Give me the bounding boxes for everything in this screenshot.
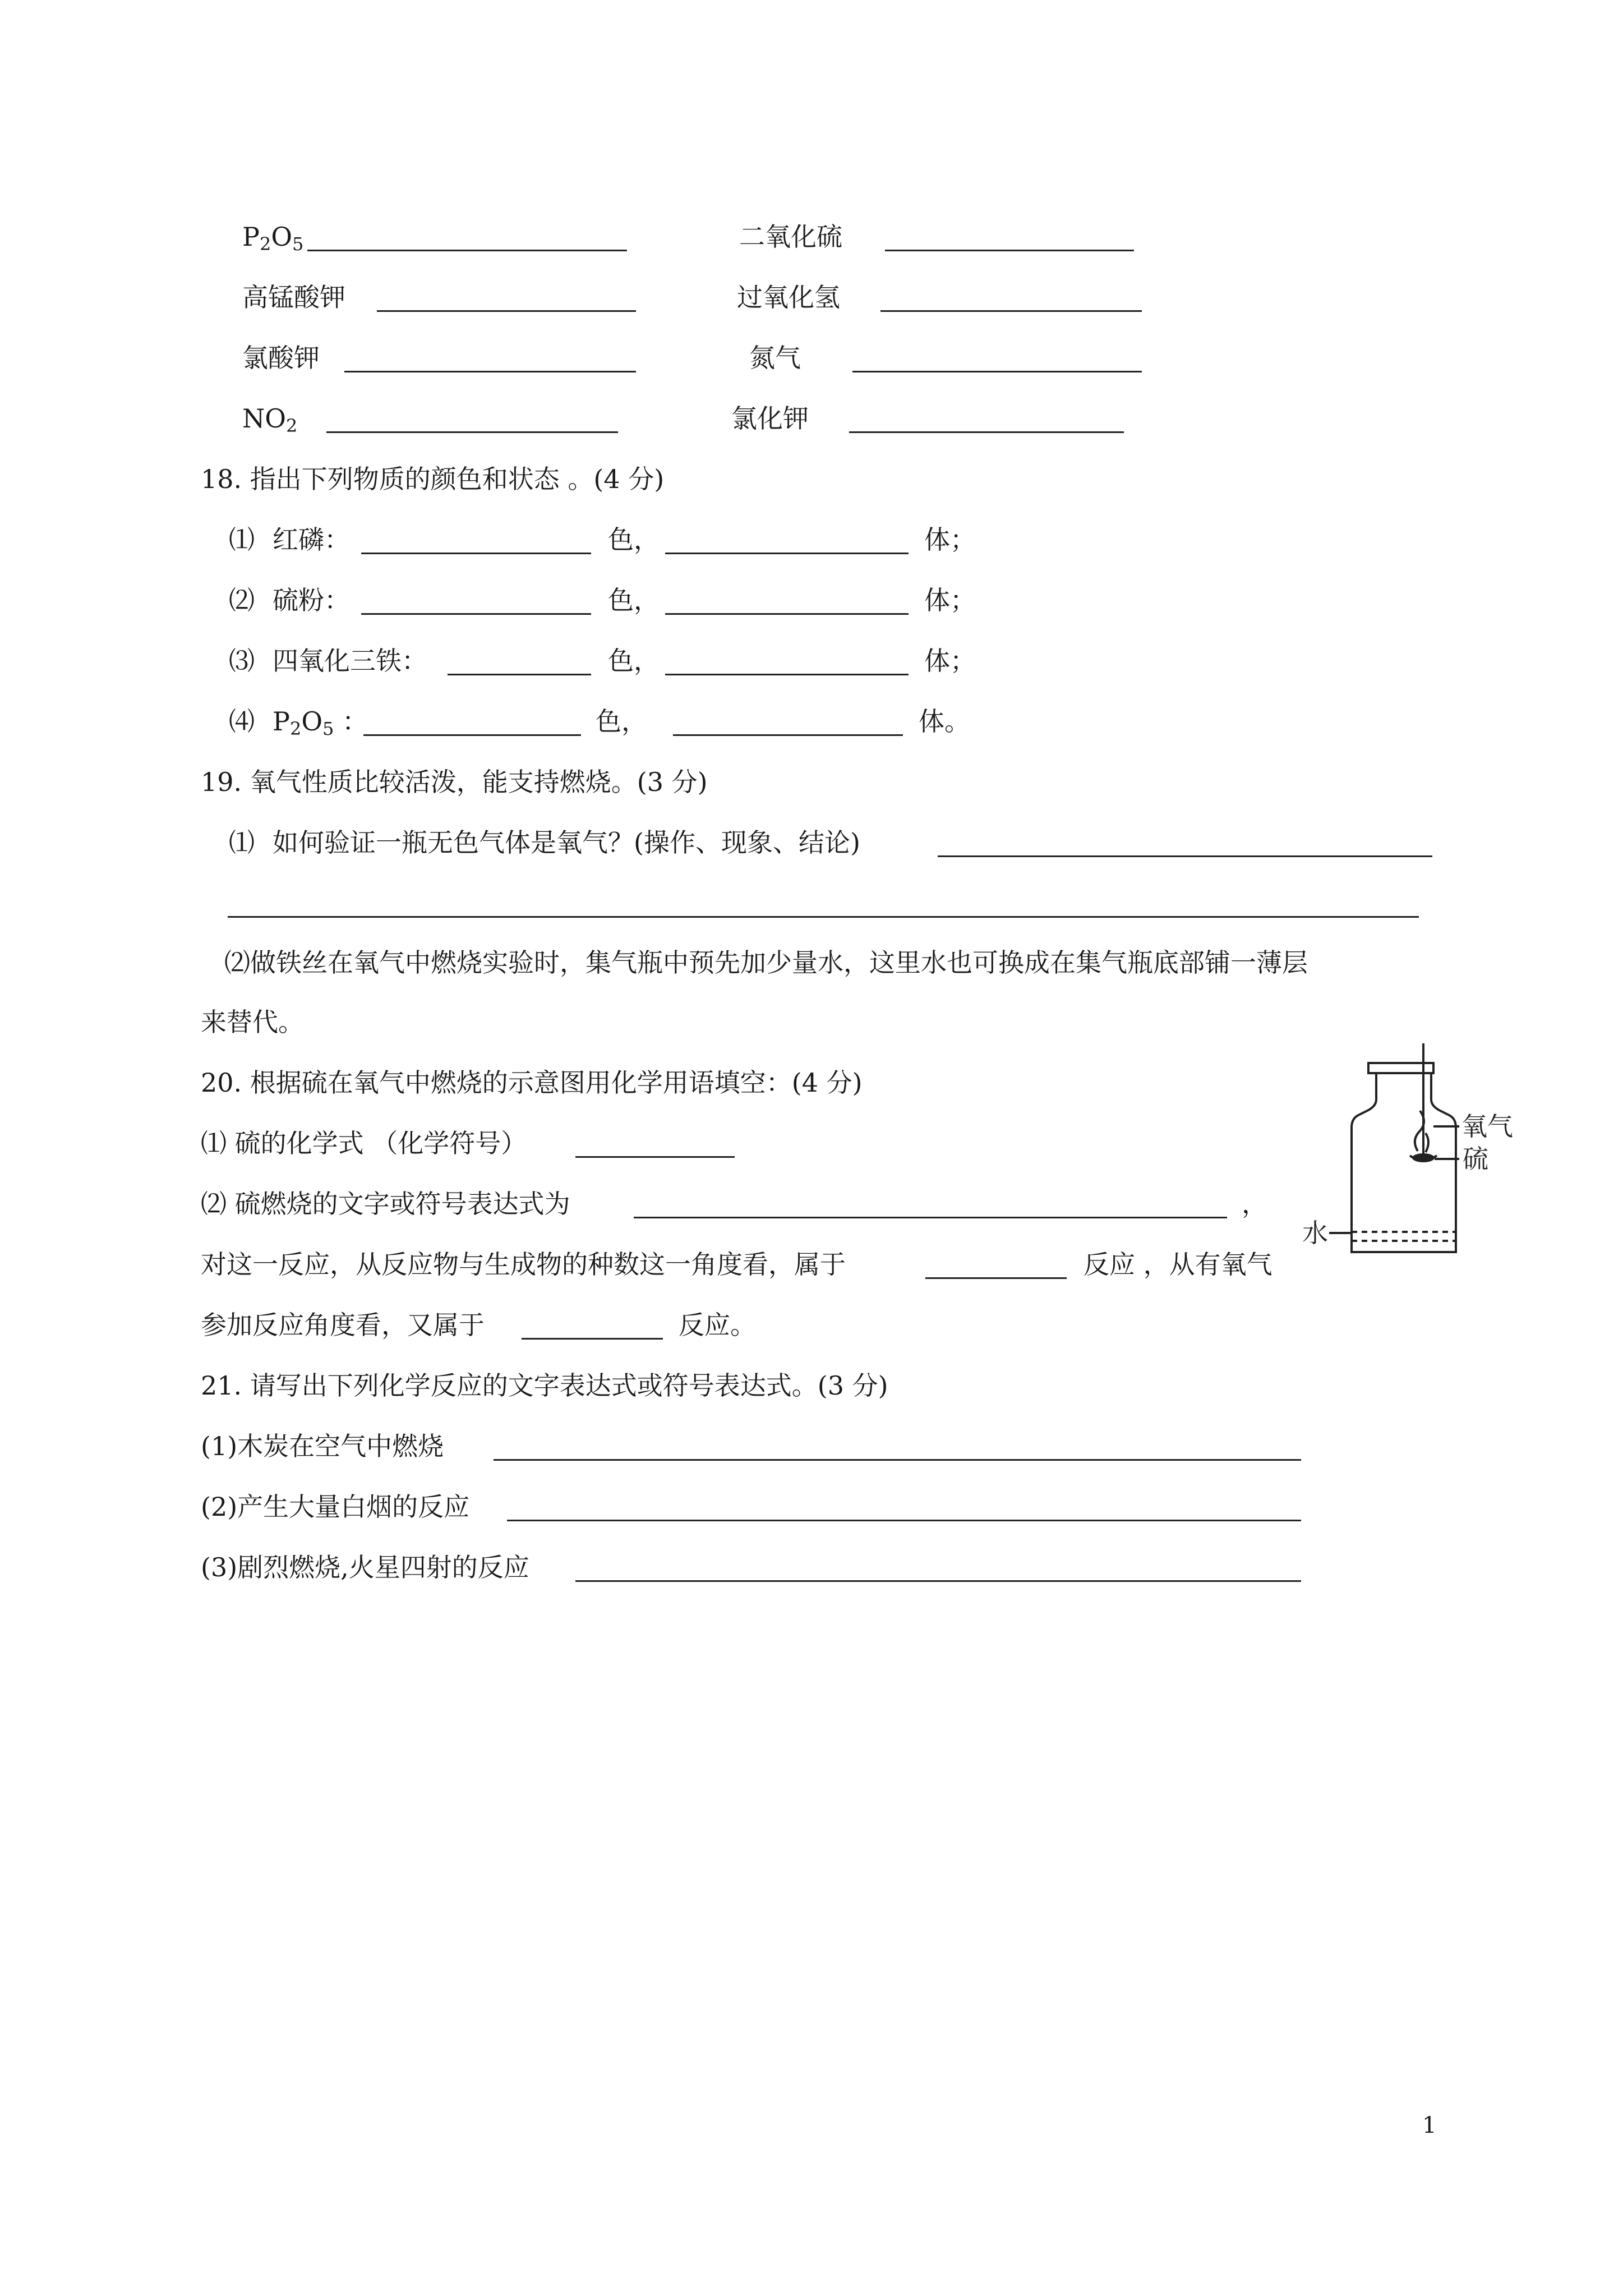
q19-part1-answer-line[interactable] — [938, 855, 1432, 857]
q20-part1: ⑴ 硫的化学式 （化学符号） — [201, 1128, 527, 1158]
q20-part2-answer-line[interactable] — [634, 1217, 1227, 1218]
answer-line-kcl[interactable] — [849, 431, 1124, 433]
q20-part2: ⑵ 硫燃烧的文字或符号表达式为 — [201, 1189, 570, 1219]
q18-item-1-state-line[interactable] — [665, 553, 909, 554]
label-p2o5: $P_2O_5$ — [242, 222, 304, 255]
q20-line4-b: 反应。 — [679, 1310, 756, 1340]
label-h2o2: 过氧化氢 — [737, 282, 840, 312]
q20-reaction-type-line-2[interactable] — [522, 1338, 663, 1340]
q21-item-3-answer-line[interactable] — [575, 1580, 1301, 1582]
q18-item-2-state-word: 体； — [924, 585, 976, 615]
q18-title: 18. 指出下列物质的颜色和状态 。(4 分) — [201, 464, 665, 494]
q18-item-3-label: 四氧化三铁： — [273, 646, 427, 676]
answer-line-no2[interactable] — [326, 431, 618, 433]
q18-item-3-num: ⑶ — [229, 646, 255, 676]
label-oxygen: 氧气 — [1461, 1111, 1513, 1142]
q19-part1-num: ⑴ — [229, 827, 255, 858]
q18-item-3-color-word: 色， — [608, 646, 660, 676]
q18-item-4-color-line[interactable] — [363, 734, 581, 736]
q19-part2-line2: 来替代。 — [201, 1007, 304, 1037]
q21-item-2-answer-line[interactable] — [507, 1520, 1301, 1521]
label-kmno4: 高锰酸钾 — [242, 282, 345, 312]
q18-item-3-state-word: 体； — [924, 646, 976, 676]
label-sulfur: 硫 — [1463, 1144, 1488, 1174]
q18-item-4-state-word: 体。 — [919, 706, 970, 737]
q21-item-2: (2)产生大量白烟的反应 — [201, 1492, 470, 1522]
q18-item-1-color-word: 色， — [608, 524, 660, 555]
answer-line-h2o2[interactable] — [880, 310, 1142, 312]
q20-line3-b: 反应 ，从有氧气 — [1083, 1249, 1272, 1280]
q18-item-3-state-line[interactable] — [665, 674, 909, 675]
sulfur-sample — [1412, 1153, 1435, 1162]
q21-item-1: (1)木炭在空气中燃烧 — [201, 1431, 444, 1461]
answer-line-so2[interactable] — [885, 250, 1134, 251]
q18-item-2-state-line[interactable] — [665, 613, 909, 615]
page-number: 1 — [1422, 2113, 1437, 2138]
q20-reaction-type-line-1[interactable] — [925, 1277, 1067, 1279]
answer-line-kclo3[interactable] — [344, 371, 636, 372]
q20-title: 20. 根据硫在氧气中燃烧的示意图用化学用语填空：(4 分) — [201, 1068, 863, 1098]
q18-item-4-label: $P_2O_5$ ： — [273, 706, 368, 739]
q20-part2-tail: ， — [1242, 1189, 1267, 1219]
label-kclo3: 氯酸钾 — [242, 343, 320, 373]
q21-item-1-answer-line[interactable] — [494, 1459, 1301, 1461]
sulfur-combustion-diagram — [1301, 1043, 1537, 1279]
gas-bottle — [1352, 1073, 1456, 1252]
q20-line4-a: 参加反应角度看，又属于 — [201, 1310, 485, 1340]
q18-item-2-label: 硫粉： — [273, 585, 350, 615]
q21-title: 21. 请写出下列化学反应的文字表达式或符号表达式。(3 分) — [201, 1370, 888, 1401]
q19-title: 19. 氧气性质比较活泼，能支持燃烧。(3 分) — [201, 767, 708, 797]
q18-item-2-color-word: 色， — [608, 585, 660, 615]
q20-part1-answer-line[interactable] — [575, 1156, 735, 1158]
q18-item-1-color-line[interactable] — [361, 553, 591, 554]
q20-line3-a: 对这一反应，从反应物与生成物的种数这一角度看，属于 — [201, 1249, 846, 1280]
q18-item-4-state-line[interactable] — [673, 734, 903, 736]
q18-item-1-state-word: 体； — [924, 524, 976, 555]
q18-item-4-color-word: 色， — [596, 706, 647, 737]
answer-line-p2o5[interactable] — [307, 250, 627, 251]
q18-item-1-label: 红磷： — [273, 524, 350, 555]
label-n2: 氮气 — [749, 343, 801, 373]
q18-item-3-color-line[interactable] — [448, 674, 591, 675]
q19-part1-answer-line-2[interactable] — [228, 916, 1419, 918]
q18-item-1-num: ⑴ — [229, 524, 255, 555]
label-no2: $NO_2$ — [242, 403, 298, 436]
q21-item-3: (3)剧烈燃烧,火星四射的反应 — [201, 1552, 529, 1582]
q18-item-4-num: ⑷ — [229, 706, 255, 737]
q19-part2-line1: ⑵做铁丝在氧气中燃烧实验时，集气瓶中预先加少量水，这里水也可换成在集气瓶底部铺一薄层 — [224, 947, 1308, 978]
q18-item-2-color-line[interactable] — [361, 613, 591, 615]
q19-part1-text: 如何验证一瓶无色气体是氧气？(操作、现象、结论) — [273, 827, 860, 858]
label-water: 水 — [1302, 1218, 1328, 1248]
answer-line-n2[interactable] — [852, 371, 1142, 372]
label-so2: 二氧化硫 — [739, 222, 842, 252]
answer-line-kmno4[interactable] — [377, 310, 636, 312]
label-kcl: 氯化钾 — [731, 403, 809, 434]
q18-item-2-num: ⑵ — [229, 585, 255, 615]
